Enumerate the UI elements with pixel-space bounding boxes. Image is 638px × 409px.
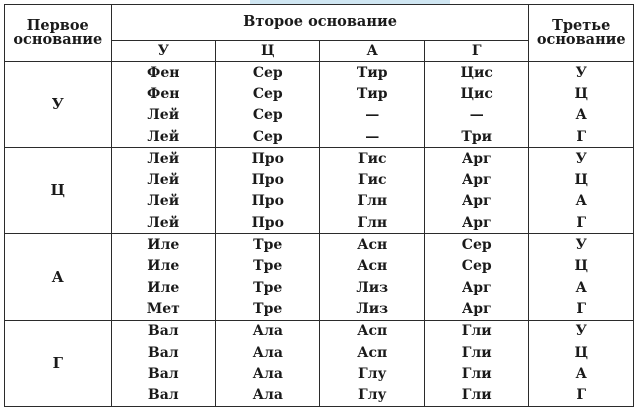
third-base-cell: Ц	[529, 256, 634, 277]
amino-acid-cell: Тре	[216, 277, 320, 298]
amino-acid-cell: Асп	[320, 320, 424, 342]
amino-acid-cell: Гли	[424, 320, 529, 342]
amino-acid-cell: Три	[424, 126, 529, 148]
amino-acid-cell: Арг	[424, 277, 529, 298]
third-base-cell: У	[529, 62, 634, 84]
amino-acid-cell: Тре	[216, 298, 320, 320]
third-base-cell: Г	[529, 298, 634, 320]
second-base-label: Ц	[216, 41, 320, 62]
amino-acid-cell: Лиз	[320, 277, 424, 298]
third-base-cell: Г	[529, 385, 634, 407]
amino-acid-cell: Глн	[320, 191, 424, 212]
third-base-cell: У	[529, 234, 634, 256]
amino-acid-cell: Гис	[320, 148, 424, 170]
amino-acid-cell: Фен	[111, 62, 215, 84]
first-base-cell: У	[5, 62, 112, 148]
amino-acid-cell: Глн	[320, 212, 424, 234]
third-base-cell: Ц	[529, 170, 634, 191]
amino-acid-cell: Лиз	[320, 298, 424, 320]
amino-acid-cell: Арг	[424, 191, 529, 212]
amino-acid-cell: Вал	[111, 385, 215, 407]
amino-acid-cell: Тре	[216, 256, 320, 277]
amino-acid-cell: —	[424, 105, 529, 126]
amino-acid-cell: Про	[216, 170, 320, 191]
third-base-cell: А	[529, 105, 634, 126]
table-row	[5, 320, 634, 342]
amino-acid-cell: —	[320, 126, 424, 148]
amino-acid-cell: Арг	[424, 170, 529, 191]
amino-acid-cell: Лей	[111, 191, 215, 212]
amino-acid-cell: Ала	[216, 320, 320, 342]
third-base-cell: У	[529, 148, 634, 170]
amino-acid-cell: Гис	[320, 170, 424, 191]
amino-acid-cell: Асн	[320, 256, 424, 277]
first-base-cell: А	[5, 234, 112, 320]
amino-acid-cell: Асн	[320, 234, 424, 256]
amino-acid-cell: Гли	[424, 385, 529, 407]
amino-acid-cell: Тир	[320, 83, 424, 104]
amino-acid-cell: Иле	[111, 277, 215, 298]
amino-acid-cell: Тре	[216, 234, 320, 256]
amino-acid-cell: Гли	[424, 342, 529, 363]
third-base-cell: Ц	[529, 342, 634, 363]
table-row	[5, 148, 634, 170]
amino-acid-cell: Вал	[111, 342, 215, 363]
table-row	[5, 62, 634, 84]
amino-acid-cell: Лей	[111, 148, 215, 170]
header-third-base: Третье основание	[529, 5, 634, 62]
amino-acid-cell: Иле	[111, 256, 215, 277]
second-base-label: Г	[424, 41, 529, 62]
amino-acid-cell: Лей	[111, 170, 215, 191]
amino-acid-cell: Сер	[424, 256, 529, 277]
amino-acid-cell: Сер	[216, 105, 320, 126]
amino-acid-cell: Лей	[111, 126, 215, 148]
amino-acid-cell: Сер	[216, 83, 320, 104]
amino-acid-cell: Иле	[111, 234, 215, 256]
third-base-cell: У	[529, 320, 634, 342]
codon-body	[5, 62, 634, 407]
amino-acid-cell: Асп	[320, 342, 424, 363]
amino-acid-cell: —	[320, 105, 424, 126]
amino-acid-cell: Про	[216, 212, 320, 234]
amino-acid-cell: Арг	[424, 298, 529, 320]
amino-acid-cell: Арг	[424, 148, 529, 170]
amino-acid-cell: Фен	[111, 83, 215, 104]
amino-acid-cell: Глу	[320, 385, 424, 407]
amino-acid-cell: Вал	[111, 363, 215, 384]
third-base-cell: А	[529, 191, 634, 212]
amino-acid-cell: Арг	[424, 212, 529, 234]
header-row	[5, 5, 634, 41]
amino-acid-cell: Мет	[111, 298, 215, 320]
header-second-base: Второе основание	[111, 5, 529, 41]
amino-acid-cell: Ала	[216, 385, 320, 407]
second-base-label: А	[320, 41, 424, 62]
first-base-cell: Ц	[5, 148, 112, 234]
amino-acid-cell: Ала	[216, 342, 320, 363]
amino-acid-cell: Сер	[424, 234, 529, 256]
amino-acid-cell: Сер	[216, 126, 320, 148]
header-first-base: Первое основание	[5, 5, 112, 62]
amino-acid-cell: Сер	[216, 62, 320, 84]
amino-acid-cell: Лей	[111, 105, 215, 126]
amino-acid-cell: Ала	[216, 363, 320, 384]
amino-acid-cell: Гли	[424, 363, 529, 384]
amino-acid-cell: Вал	[111, 320, 215, 342]
amino-acid-cell: Цис	[424, 83, 529, 104]
amino-acid-cell: Лей	[111, 212, 215, 234]
genetic-code-table	[4, 4, 634, 407]
amino-acid-cell: Глу	[320, 363, 424, 384]
first-base-cell: Г	[5, 320, 112, 406]
amino-acid-cell: Цис	[424, 62, 529, 84]
second-base-label: У	[111, 41, 215, 62]
third-base-cell: Ц	[529, 83, 634, 104]
table-row	[5, 234, 634, 256]
third-base-cell: Г	[529, 126, 634, 148]
amino-acid-cell: Про	[216, 191, 320, 212]
amino-acid-cell: Про	[216, 148, 320, 170]
third-base-cell: Г	[529, 212, 634, 234]
amino-acid-cell: Тир	[320, 62, 424, 84]
third-base-cell: А	[529, 277, 634, 298]
third-base-cell: А	[529, 363, 634, 384]
